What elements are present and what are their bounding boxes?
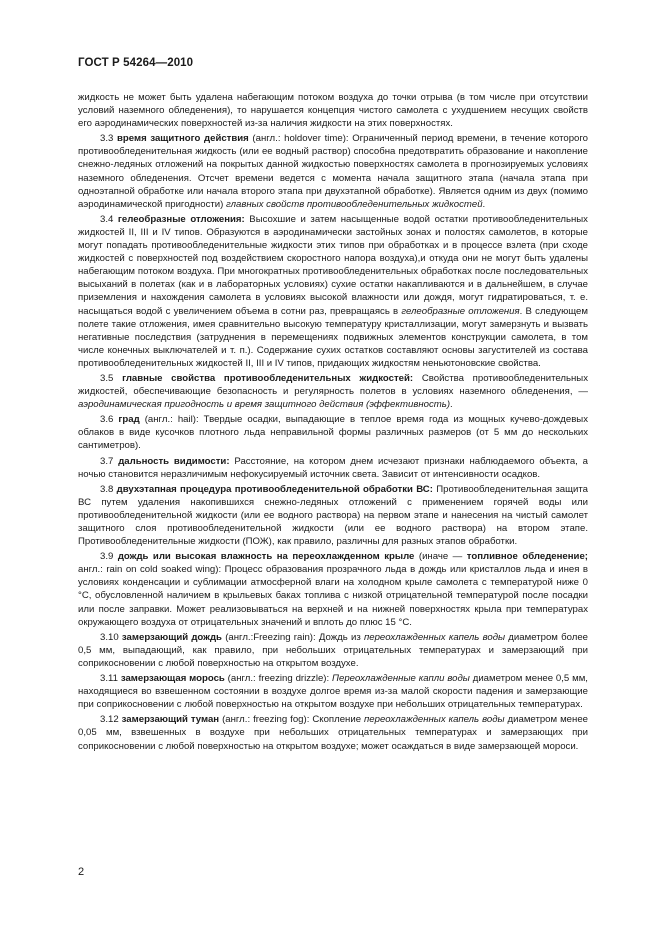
clause-number: 3.10 [100, 631, 122, 643]
definition-text: англ.: rain on cold soaked wing): Процесс образования прозрачного льда в дождь или кристаллов льда и инея в условиях конденсации и сублимации атмосферной влаги на холодном крыле самолета с температурой ниже 0 °С, обусловленной наличием в крыльевых баках топлива с низкой отрицательной температурой после посадки или после заправки. Может реализовываться на верхней и на нижней поверхностях крыла при температурах окружающего воздуха от отрицательных значений и вплоть до плюс 15 °С. [78, 564, 588, 628]
cross-reference: переохлажденных капель воды [363, 631, 506, 643]
definition-3-3 [78, 132, 588, 211]
definition-aside: (иначе — [414, 551, 467, 563]
cross-reference: главных свойств противообледенительных жидкостей [225, 198, 483, 210]
definition-text: Свойства противообледенительных жидкостей, обеспечивающие безопасность и регулярность полетов в условиях наземного обледенения, — [78, 372, 588, 398]
definition-3-11 [78, 672, 588, 711]
definition-text: (англ.: freezing drizzle): [224, 673, 333, 685]
definition-3-10 [78, 631, 588, 670]
definition-3-12 [78, 713, 588, 752]
term: замерзающая морось [120, 673, 225, 685]
definition-text: Расстояние, на котором днем исчезают признаки наблюдаемого объекта, а ночью становится неразличимым нефокусируемый источник света. Зависит от интенсивности осадков. [78, 455, 588, 480]
definition-end: диаметром менее 0,05 мм, взвешенных в воздухе при небольших отрицательных температурах и замерзающих при соприкосновении с любой поверхностью на открытом воздухе; может осаждаться в виде замерзающей мороси. [78, 714, 588, 752]
page-number: 2 [78, 866, 85, 878]
term: град [118, 414, 140, 426]
definition-end: . В следующем полете такие отложения, имея сравнительно высокую температуру кристаллизации, могут замерзнуть и вызвать негативные последствия (затруднения в перемещениях подвижных элементов конструкции самолета, в том числе конечных выключателей и т. п.). Содержание сухих остатков составляют основы загустителей из состава противообледенительных жидкостей II, III и IV типов, придающих жидкостям неньютоновские свойства. [78, 305, 588, 369]
document-header: ГОСТ Р 54264—2010 [78, 57, 194, 69]
cross-reference: переохлажденных капель воды [364, 714, 505, 726]
clause-number: 3.4 [100, 213, 118, 225]
definition-3-6 [78, 413, 588, 452]
term: гелеобразные отложения: [117, 213, 245, 225]
clause-number: 3.3 [100, 133, 117, 145]
cross-reference: гелеобразные отложения [401, 305, 520, 317]
clause-number: 3.6 [100, 414, 119, 426]
clause-number: 3.12 [100, 714, 122, 726]
definition-3-9 [78, 550, 588, 629]
term: дальность видимости: [118, 455, 230, 467]
definition-text: (англ.: hail): Твердые осадки, выпадающие в теплое время года из мощных кучево-дождевых облаков в виде кусочков плотного льда неправильной формы различных размеров (от 5 мм до нескольких сантиметров). [78, 414, 588, 452]
document-body [78, 91, 588, 755]
cross-reference: Переохлажденные капли воды [332, 673, 470, 685]
definition-3-7 [78, 455, 588, 481]
definition-end: диаметром менее 0,5 мм, находящиеся во взвешенном состоянии в воздухе долгое время из-за малой скорости падения и замерзающие при соприкосновении с любой поверхностью на открытом воздухе при небольших отрицательных температурах. [78, 673, 588, 711]
cross-reference: аэродинамическая пригодность и время защитного действия (эффективность) [78, 399, 451, 411]
clause-number: 3.9 [100, 551, 118, 563]
term: главные свойства противообледенительных жидкостей: [122, 372, 414, 384]
definition-3-5 [78, 372, 588, 411]
definition-text: (англ.:Freezing rain): Дождь из [221, 631, 364, 643]
definition-text: Высохшие и затем насыщенные водой остатки противообледенительных жидкостей II, III и IV типов. Образуются в аэродинамически застойных зонах и полостях самолетов, в которые могут попадать противообледенительные жидкости этих типов при обработках и в процессе взлета (при сходе жидкостей с поверхностей под воздействием скоростного напора воздуха),и откуда они не могут быть удалены набегающим потоком воздуха. При многократных противообледенительных обработках после последовательных высыханий в полетах (как и в лабораторных условиях) сухие остатки накапливаются и в дальнейшем, в случае приземления и нахождения самолета в условиях высокой влажности или дождя, могут гидратироваться, т. е. насыщаться водой с увеличением объема в сотни раз, превращаясь в [78, 213, 588, 317]
clause-number: 3.8 [100, 483, 117, 495]
term: дождь или высокая влажность на переохлажденном крыле [117, 551, 415, 563]
clause-number: 3.5 [100, 372, 123, 384]
definition-3-4 [78, 213, 588, 370]
term: замерзающий дождь [121, 631, 222, 643]
term: время защитного действия [117, 133, 249, 145]
paragraph-continuation: жидкость не может быть удалена набегающим потоком воздуха до точки отрыва (в том числе при отсутствии условий наземного обледенения), то нарушается концепция чистого самолета с ухудшением несущих свойств его аэродинамических поверхностей из-за наличия жидкости на этих поверхностях. [78, 92, 588, 130]
term: двухэтапная процедура противообледенительной обработки ВС: [116, 483, 433, 495]
term: замерзающий туман [121, 714, 220, 726]
definition-3-8 [78, 483, 588, 548]
definition-text: (англ.: freezing fog): Скопление [219, 714, 365, 726]
clause-number: 3.7 [100, 455, 119, 467]
definition-text: Противообледенительная защита ВС путем удаления накопившихся снежно-ледяных отложений с применением горячей воды или противообледенительной жидкости (или ее водного раствора) на первом этапе и нанесения на чистый самолет защитного слоя противообледенительной жидкости (или ее водного раствора) на втором этапе. Противообледенительные жидкости (ПОЖ), как правило, различны для разных этапов обработки. [78, 483, 588, 548]
term-synonym: топливное обледенение; [466, 551, 588, 563]
definition-text: (англ.: holdover time): Ограниченный период времени, в течение которого противообледенительная жидкость (или ее водный раствор) способна предотвратить образование и накопление снежно-ледяных отложений на покрытых данной жидкостью поверхностях самолета в прогнозируемых условиях наземного обледенения. Отсчет времени ведется с момента начала защитного этапа (начала этапа при одноэтапной обработке или начала второго этапа при двухэтапной обработке). Является одним из двух (помимо аэродинамической пригодности) [78, 133, 589, 210]
definition-end: . [450, 399, 453, 411]
clause-number: 3.11 [100, 673, 121, 685]
definition-end: диаметром более 0,5 мм, выпадающий, как правило, при небольших отрицательных температурах и замерзающий при соприкосновении с любой поверхностью на открытом воздухе. [78, 631, 588, 669]
definition-end: . [482, 198, 486, 210]
